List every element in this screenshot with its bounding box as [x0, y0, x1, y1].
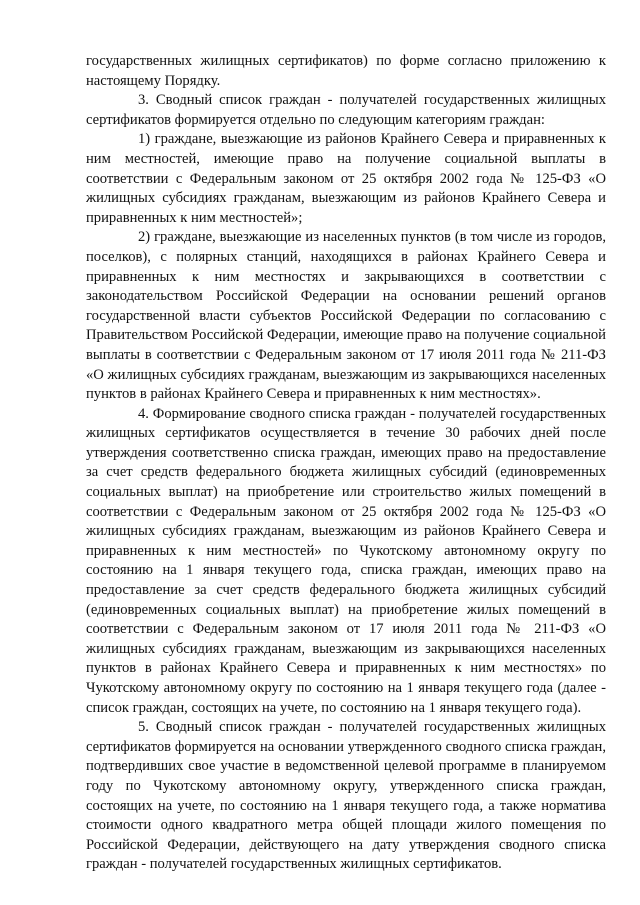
paragraph-subitem-1: 1) граждане, выезжающие из районов Крайнего Севера и приравненных к ним местностей, имеющие право на получение социальной выплаты в соответствии с Федеральным законом от 25 октября 2002 года № 125-ФЗ «О жилищных субсидиях гражданам, выезжающим из районов Крайнего Севера и приравненных к ним местностей»; — [86, 131, 606, 226]
document-page — [86, 52, 606, 875]
paragraph-item-5: 5. Сводный список граждан - получателей государственных жилищных сертификатов формируется на основании утвержденного сводного списка граждан, подтвердивших свое участие в ведомственной целевой программе в планируемом году по Чукотскому автономному округу, утвержденного списка граждан, состоящих на учете, по состоянию на 1 января текущего года, а также норматива стоимости одного квадратного метра общей площади жилого помещения по Российской Федерации, действующего на дату утверждения сводного списка граждан - получателей государственных жилищных сертификатов. — [86, 719, 606, 873]
paragraph-item-3: 3. Сводный список граждан - получателей государственных жилищных сертификатов формируется отдельно по следующим категориям граждан: — [86, 92, 606, 128]
paragraph-item-4: 4. Формирование сводного списка граждан - получателей государственных жилищных сертификатов осуществляется в течение 30 рабочих дней после утверждения соответственно списка граждан, имеющих право на предоставление за счет средств федерального бюджета жилищных субсидий (единовременных социальных выплат) на приобретение или строительство жилых помещений в соответствии с Федеральным законом от 25 октября 2002 года № 125-ФЗ «О жилищных субсидиях гражданам, выезжающим из районов Крайнего Севера и приравненных к ним местностей» по Чукотскому автономному округу по состоянию на 1 января текущего года, списка граждан, имеющих право на предоставление за счет средств федерального бюджета жилищных субсидий (единовременных социальных выплат) на приобретение жилых помещений в соответствии с Федеральным законом от 17 июля 2011 года № 211-ФЗ «О жилищных субсидиях гражданам, выезжающим из закрывающихся населенных пунктов в районах Крайнего Севера и приравненных к ним местностях» по Чукотскому автономному округу по состоянию на 1 января текущего года (далее - список граждан, состоящих на учете, по состоянию на 1 января текущего года). — [86, 405, 606, 716]
paragraph-subitem-2: 2) граждане, выезжающие из населенных пунктов (в том числе из городов, поселков), с полярных станций, находящихся в районах Крайнего Севера и приравненных к ним местностях и закрывающихся в соответствии с законодательством Российской Федерации на основании решений органов государственной власти субъектов Российской Федерации по согласованию с Правительством Российской Федерации, имеющие право на получение социальной выплаты в соответствии с Федеральным законом от 17 июля 2011 года № 211-ФЗ «О жилищных субсидиях гражданам, выезжающим из закрывающихся населенных пунктов в районах Крайнего Севера и приравненных к ним местностях». — [86, 229, 606, 403]
paragraph-continuation: государственных жилищных сертификатов) по форме согласно приложению к настоящему Порядку. — [86, 53, 606, 89]
